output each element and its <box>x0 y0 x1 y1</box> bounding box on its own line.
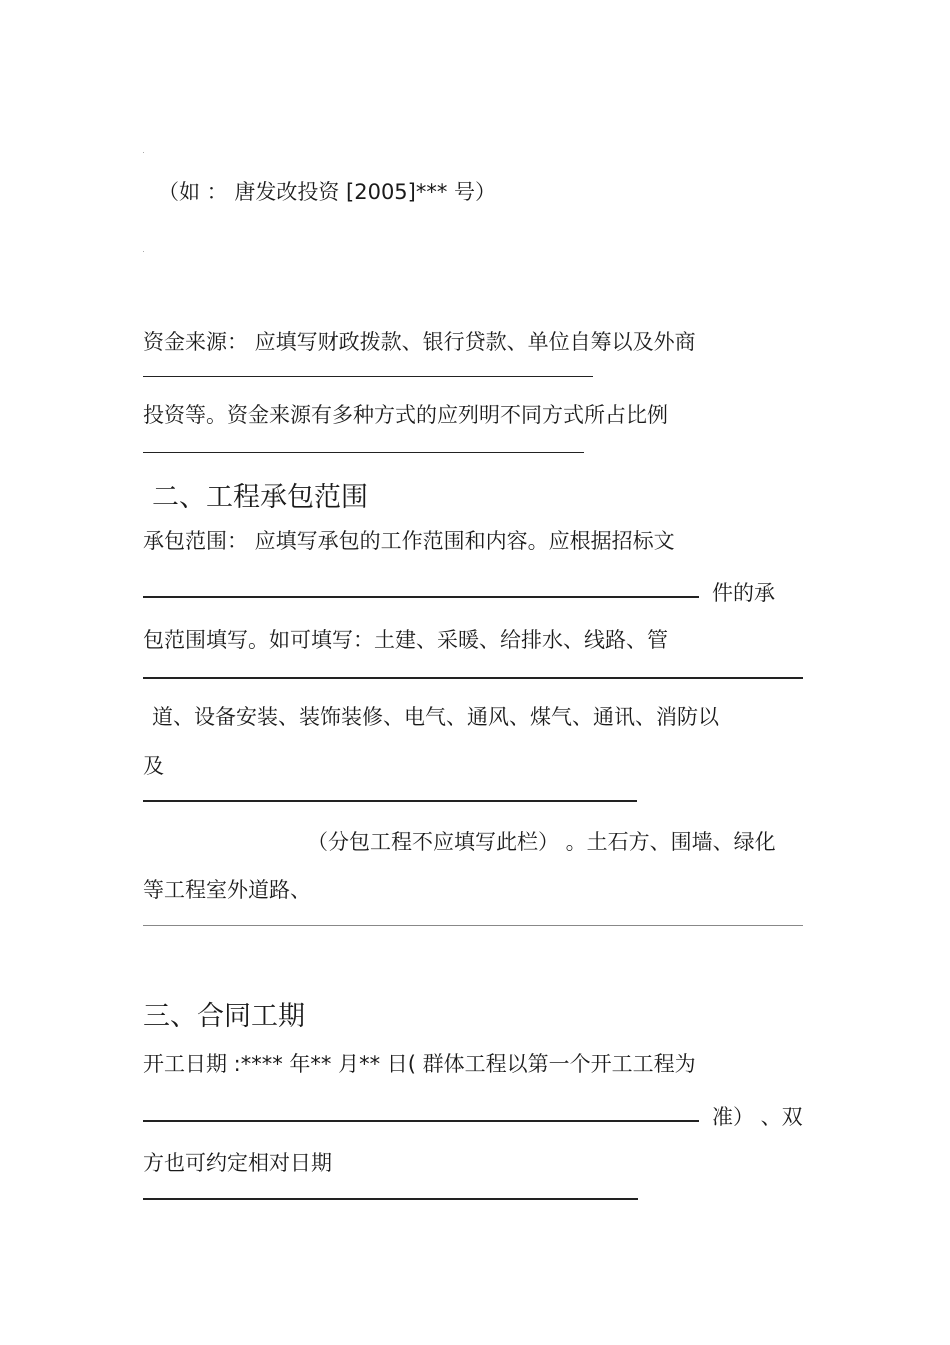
underline <box>143 1198 638 1200</box>
underline <box>143 925 803 926</box>
duration-line-2-tail: 准） 、双 <box>712 1105 803 1129</box>
duration-line-1: 开工日期 :**** 年** 月** 日( 群体工程以第一个开工工程为 <box>143 1052 696 1076</box>
scope-line-3: 包范围填写。如可填写：土建、采暖、给排水、线路、管 <box>143 628 668 652</box>
underline <box>143 376 593 377</box>
section-heading-scope: 二、工程承包范围 <box>152 482 368 513</box>
underline <box>143 452 584 453</box>
underline <box>143 1120 699 1122</box>
scope-line-7: 等工程室外道路、 <box>143 878 311 902</box>
scope-line-6: （分包工程不应填写此栏） 。土石方、围墙、绿化 <box>307 830 776 854</box>
underline <box>143 677 803 679</box>
stray-mark <box>143 152 144 153</box>
funding-line-2: 投资等。资金来源有多种方式的应列明不同方式所占比例 <box>143 403 668 427</box>
funding-line-1: 资金来源： 应填写财政拨款、银行贷款、单位自筹以及外商 <box>143 330 696 354</box>
stray-mark <box>143 251 144 252</box>
example-note: （如 ： 唐发改投资 [2005]*** 号） <box>158 180 497 204</box>
scope-line-5: 及 <box>143 754 164 778</box>
underline <box>143 596 699 598</box>
underline <box>143 800 637 802</box>
scope-line-1: 承包范围： 应填写承包的工作范围和内容。应根据招标文 <box>143 529 675 553</box>
duration-line-3: 方也可约定相对日期 <box>143 1151 332 1175</box>
scope-line-2-tail: 件的承 <box>712 581 775 605</box>
scope-line-4: 道、设备安装、装饰装修、电气、通风、煤气、通讯、消防以 <box>152 705 719 729</box>
section-heading-duration: 三、合同工期 <box>143 1001 305 1032</box>
